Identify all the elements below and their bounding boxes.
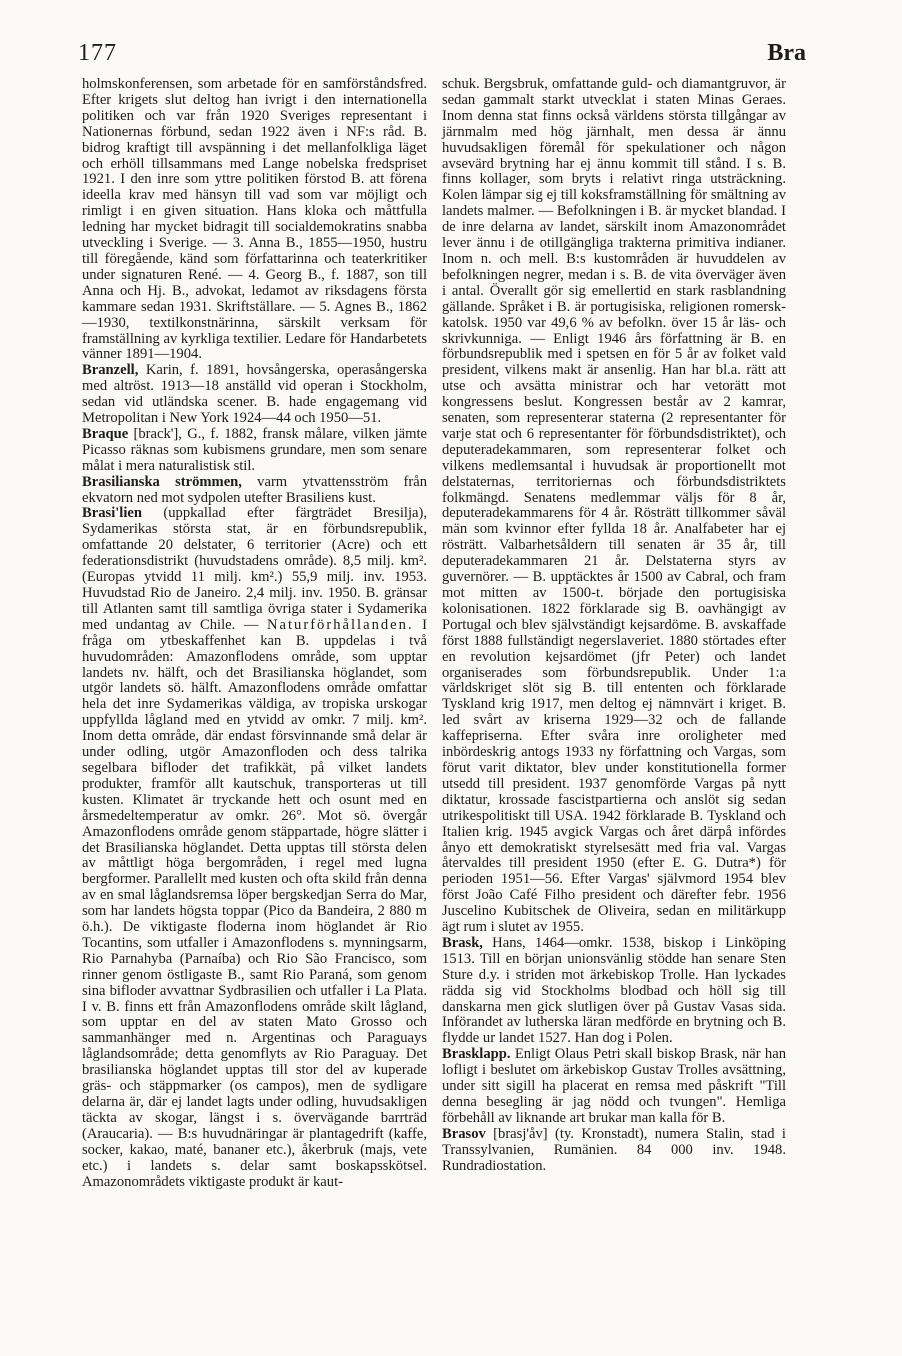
- page-number: 177: [78, 40, 117, 66]
- entry-brask: [442, 936, 786, 1047]
- headword-brasklapp: Brasklapp.: [442, 1046, 511, 1063]
- entry-brasilianska-strommen: [82, 475, 427, 507]
- entry-brasov: [442, 1127, 786, 1175]
- entry-brask-text: Hans, 1464—omkr. 1538, biskop i Linköping 1513. Till en början unionsvänlig stödde han senare Sten Sture d.y. i striden mot ärkebiskop Trolle. Han lyckades rädda sig vid Stockholms blodbad och höll sig till danskarna men gick slutligen över på Gustav Vasas sida. Införandet av lutherska läran medförde en brytning och B. flydde ur landet 1527. Han dog i Polen.: [442, 934, 786, 1047]
- entry-brasklapp: [442, 1047, 786, 1127]
- headword-brasilien: Brasi'lien: [82, 505, 142, 522]
- entry-braque: [82, 427, 427, 475]
- headword-brasilianska-strommen: Brasilianska strömmen,: [82, 473, 242, 490]
- entry-brasov-text: [brasj'åv] (ty. Kronstadt), numera Stalin, stad i Transsylvanien, Rumänien. 84 000 inv. 1948. Rundradiostation.: [442, 1125, 786, 1174]
- entry-branzell: [82, 363, 427, 427]
- headword-branzell: Branzell,: [82, 362, 139, 379]
- running-head: Bra: [767, 40, 806, 66]
- entry-brasklapp-text: Enligt Olaus Petri skall biskop Brask, när han lofligt i beslutet om ärkebiskop Gustav Trolles avsättning, under sitt sigill ha placerat en remsa med påskrift "Till denna besegling är jag nödd och tvungen". Hemliga förbehåll av liknande art brukar man kalla för B.: [442, 1046, 786, 1126]
- entry-brasilien-continued: schuk. Bergsbruk, omfattande guld- och diamantgruvor, är sedan gammalt starkt utvecklat i staten Minas Geraes. Inom denna stat finns också världens största tillgångar av järnmalm med hög järnhalt, men dessa är ännu huvudsakligen föremål för spekulationer och någon avsevärd brytning har ej ännu kommit till stånd. I s. B. finns kollager, som bryts i relativt ringa utsträckning. Kolen lämpar sig ej till koksframställning för smältning av landets malmer. — Befolkningen i B. är mycket blandad. I de inre delarna av landet, särskilt inom Amazonområdet lever ännu i de otillgängliga trakterna primitiva indianer. Inom n. och mell. B:s kustområden är huvuddelen av befolkningen negrer, medan i s. B. de vita överväger även i antal. Överallt gör sig emellertid en stark rasblandning gällande. Språket i B. är portugisiska, religionen romersk-katolsk. 1950 var 49,6 % av befolkn. över 15 år läs- och skrivkunniga. — Enligt 1946 års författning är B. en förbundsrepublik med i spetsen en för 5 år av folket vald president, vilkens makt är ansenlig. Han har bl.a. rätt att utse och avsätta ministrar och har vetorätt mot kongressens beslut. Kongressen består av 2 kamrar, senaten, som representerar staterna (2 representanter för varje stat och 6 representanter för förbundsdistriktet), och deputeradekammaren, som representerar folket och vilkens medlemsantal i huvudsak är proportionellt mot delstaternas, territoriernas och förbundsdistriktets folkmängd. Senatens medlemmar väljs för 8 år, deputeradekammarens för 4 år. Rösträtt tillkommer såväl män som kvinnor efter fyllda 18 år. Analfabeter har ej rösträtt. Valbarhetsåldern till senaten är 35 år, till deputeradekammaren 21 år. Delstaterna styrs av guvernörer. — B. upptäcktes år 1500 av Cabral, och fram mot mitten av 1500-t. började den portugisiska kolonisationen. 1822 förklarade sig B. oavhängigt av Portugal och blev självständigt kejsardöme. B. avskaffade först 1888 fullständigt negerslaveriet. 1880 störtades efter en revolution kejsardömet (jfr Peter) och landet organiserades som förbundsrepublik. Under 1:a världskriget slöt sig B. till ententen och förklarade Tyskland krig 1917, men deltog ej nämnvärt i kriget. B. led svårt av kriserna 1929—32 och de fallande kaffepriserna. Efter svåra inre oroligheter med inbördeskrig antogs 1933 ny författning och Vargas, som förut varit diktator, blev under konstitutionella former utsedd till president. 1937 genomförde Vargas på nytt diktatur, krossade fascistpartierna och anslöt sig sedan utrikespolitiskt till USA. 1942 förklarade B. Tyskland och Italien krig. 1945 avgick Vargas och året därpå infördes ånyo ett demokratiskt styrelsesätt med fria val. Vargas återvaldes till president 1950 (efter E. G. Dutra*) för perioden 1951—56. Efter Vargas' självmord 1954 blev först João Café Filho president och därefter febr. 1956 Juscelino Kubitschek de Oliveira, sedan en militärkupp ägt rum i slutet av 1955.: [442, 76, 786, 936]
- headword-braque: Braque: [82, 425, 129, 442]
- left-column: [82, 77, 427, 1190]
- entry-brasilien: [82, 506, 427, 1190]
- entry-branting-continued: holmskonferensen, som arbetade för en samförståndsfred. Efter krigets slut deltog han ivrigt i den internationella politiken och var från 1920 Sveriges representant i Nationernas förbund, sedan 1922 även i NF:s råd. B. bidrog kraftigt till avspänning i det mellanfolkliga läget och erhöll tillsammans med Lange nobelska fredspriset 1921. I den inre som yttre politiken förstod B. att förena ideella krav med hänsyn till vad som var möjligt och rimligt i en given situation. Hans kloka och måttfulla ledning har mycket bidragit till socialdemokratins snabba utveckling i Sverige. — 3. Anna B., 1855—1950, hustru till föregående, känd som författarinna och teaterkritiker under signaturen René. — 4. Georg B., f. 1887, son till Anna och Hj. B., advokat, ledamot av riksdagens första kammare sedan 1931. Skriftställare. — 5. Agnes B., 1862—1930, textilkonstnärinna, särskilt verksam för framställning av kyrkliga textilier. Ledare för Handarbetets vänner 1891—1904.: [82, 76, 427, 363]
- subheading-naturforhallanden: Naturförhållanden.: [266, 616, 414, 633]
- headword-brasov: Brasov: [442, 1125, 486, 1142]
- entry-brasilianska-strommen-text: varm ytvattensström från ekvatorn ned mot sydpolen utefter Brasiliens kust.: [82, 473, 428, 506]
- right-column: [442, 77, 786, 1175]
- entry-brasilien-text-1: (uppkallad efter färgträdet Bresilja), Sydamerikas största stat, är en förbundsrepublik, omfattande 20 delstater, 6 territorier (Acre) och ett federationsdistrikt (huvudstadens område). 8,5 milj. km². (Europas ytvidd 11 milj. km².) 55,9 milj. inv. 1953. Huvudstad Rio de Janeiro. 2,4 milj. inv. 1950. B. gränsar till Atlanten samt till samtliga övriga stater i Sydamerika med undantag av Chile. —: [82, 505, 427, 633]
- headword-brask: Brask,: [442, 934, 483, 951]
- entry-branzell-text: Karin, f. 1891, hovsångerska, operasångerska med altröst. 1913—18 anställd vid operan i Stockholm, sedan vid utländska scener. B. hade engagemang vid Metropolitan i New York 1924—44 och 1950—51.: [82, 362, 427, 427]
- entry-brasilien-text-2: I fråga om ytbeskaffenhet kan B. uppdelas i två huvudområden: Amazonflodens område, som upptar landets nv. hälft, och det Brasilianska höglandet, som utgör landets sö. hälft. Amazonflodens område omfattar hela det inre Sydamerikas väldiga, av tropiska urskogar uppfyllda lågland med en ytvidd av omkr. 7 milj. km². Inom detta område, där endast försvinnande små delar är under odling, utgör Amazonfloden och dess talrika segelbara bifloder det trafikkät, på vilket landets produkter, framför allt kautschuk, transporteras ut till kusten. Klimatet är tryckande hett och osunt med en årsmedeltemperatur av omkr. 26°. Mot sö. övergår Amazonflodens område genom stäppartade, högre slätter i det Brasilianska höglandet. Detta upptas till största delen av måttligt höga bergområden, i regel med lugna bergformer. Parallellt med kusten och ofta skild från denna av en smal låglandsremsa löper bergskedjan Serra do Mar, som har landets högsta toppar (Pico da Bandeira, 2 880 m ö.h.). De viktigaste floderna inom höglandet är Rio Tocantins, som utfaller i Amazonflodens s. mynningsarm, Rio Parnahyba (Parnaíba) och Rio São Francisco, som rinner genom östligaste B., samt Rio Paraná, som genom sina bifloder avvattnar Sydbrasilien och utfaller i La Plata. I v. B. finns ett från Amazonflodens område skilt lågland, som upptar en del av staten Mato Grosso och sammanhänger med n. Argentinas och Paraguays låglandsområde; detta genomflyts av Rio Paraguay. Det brasilianska höglandet upptas till stor del av kuperade gräs- och stäppmarker (os campos), men de sydligare delarna är, där ej landet lagts under odling, huvudsakligen täckta av skogar, längst i s. övervägande barrträd (Araucaria). — B:s huvudnäringar är plantagedrift (kaffe, socker, kakao, maté, bananer etc.), åkerbruk (majs, vete etc.) i landets s. delar samt boskapsskötsel. Amazonområdets viktigaste produkt är kaut-: [82, 616, 427, 1190]
- entry-braque-text: [brack'], G., f. 1882, fransk målare, vilken jämte Picasso räknas som kubismens grundare, men som senare målat i mera naturalistisk stil.: [82, 425, 427, 474]
